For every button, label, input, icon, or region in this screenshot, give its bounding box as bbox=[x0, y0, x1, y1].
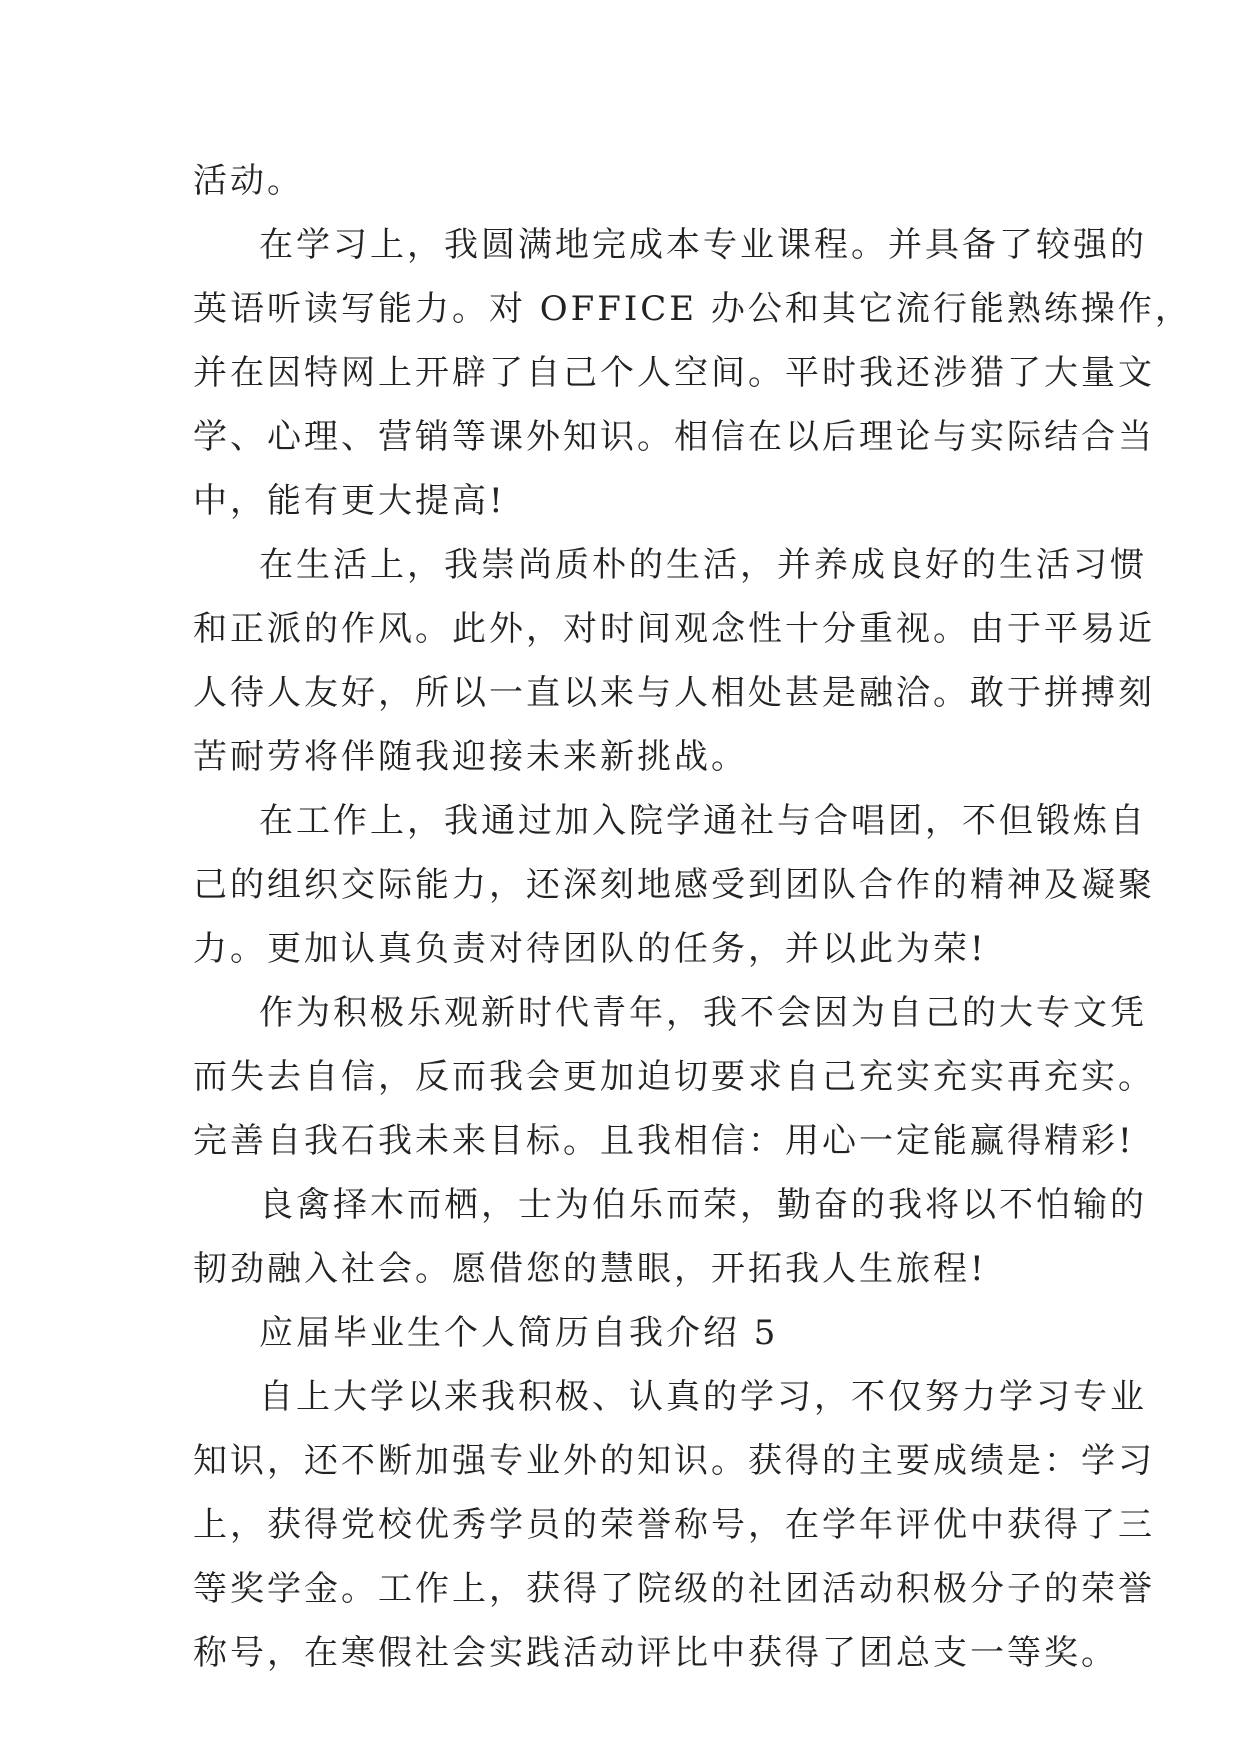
text-line: 称号，在寒假社会实践活动评比中获得了团总支一等奖。 bbox=[193, 1633, 1118, 1673]
text-line: 完善自我石我未来目标。且我相信：用心一定能赢得精彩! bbox=[193, 1121, 1135, 1161]
paragraph-start-line: 作为积极乐观新时代青年，我不会因为自己的大专文凭 bbox=[259, 993, 1147, 1033]
paragraph-start-line: 在工作上，我通过加入院学通社与合唱团，不但锻炼自 bbox=[259, 801, 1147, 841]
text-line: 学、心理、营销等课外知识。相信在以后理论与实际结合当 bbox=[193, 417, 1155, 457]
section-heading: 应届毕业生个人简历自我介绍 5 bbox=[259, 1313, 779, 1353]
text-line: 活动。 bbox=[193, 161, 304, 201]
text-line: 并在因特网上开辟了自己个人空间。平时我还涉猎了大量文 bbox=[193, 353, 1155, 393]
text-line: 己的组织交际能力，还深刻地感受到团队合作的精神及凝聚 bbox=[193, 865, 1155, 905]
text-line: 苦耐劳将伴随我迎接未来新挑战。 bbox=[193, 737, 748, 777]
text-line: 英语听读写能力。对 OFFICE 办公和其它流行能熟练操作， bbox=[193, 289, 1192, 329]
paragraph-start-line: 良禽择木而栖，士为伯乐而荣，勤奋的我将以不怕输的 bbox=[259, 1185, 1147, 1225]
text-line: 中，能有更大提高! bbox=[193, 481, 506, 521]
text-line: 韧劲融入社会。愿借您的慧眼，开拓我人生旅程! bbox=[193, 1249, 987, 1289]
text-line: 人待人友好，所以一直以来与人相处甚是融洽。敢于拼搏刻 bbox=[193, 673, 1155, 713]
text-line: 力。更加认真负责对待团队的任务，并以此为荣! bbox=[193, 929, 987, 969]
text-line: 知识，还不断加强专业外的知识。获得的主要成绩是：学习 bbox=[193, 1441, 1155, 1481]
text-line: 和正派的作风。此外，对时间观念性十分重视。由于平易近 bbox=[193, 609, 1155, 649]
text-line: 而失去自信，反而我会更加迫切要求自己充实充实再充实。 bbox=[193, 1057, 1155, 1097]
paragraph-start-line: 在生活上，我崇尚质朴的生活，并养成良好的生活习惯 bbox=[259, 545, 1147, 585]
paragraph-start-line: 在学习上，我圆满地完成本专业课程。并具备了较强的 bbox=[259, 225, 1147, 265]
text-line: 上，获得党校优秀学员的荣誉称号，在学年评优中获得了三 bbox=[193, 1505, 1155, 1545]
text-line: 等奖学金。工作上，获得了院级的社团活动积极分子的荣誉 bbox=[193, 1569, 1155, 1609]
paragraph-start-line: 自上大学以来我积极、认真的学习，不仅努力学习专业 bbox=[259, 1377, 1147, 1417]
